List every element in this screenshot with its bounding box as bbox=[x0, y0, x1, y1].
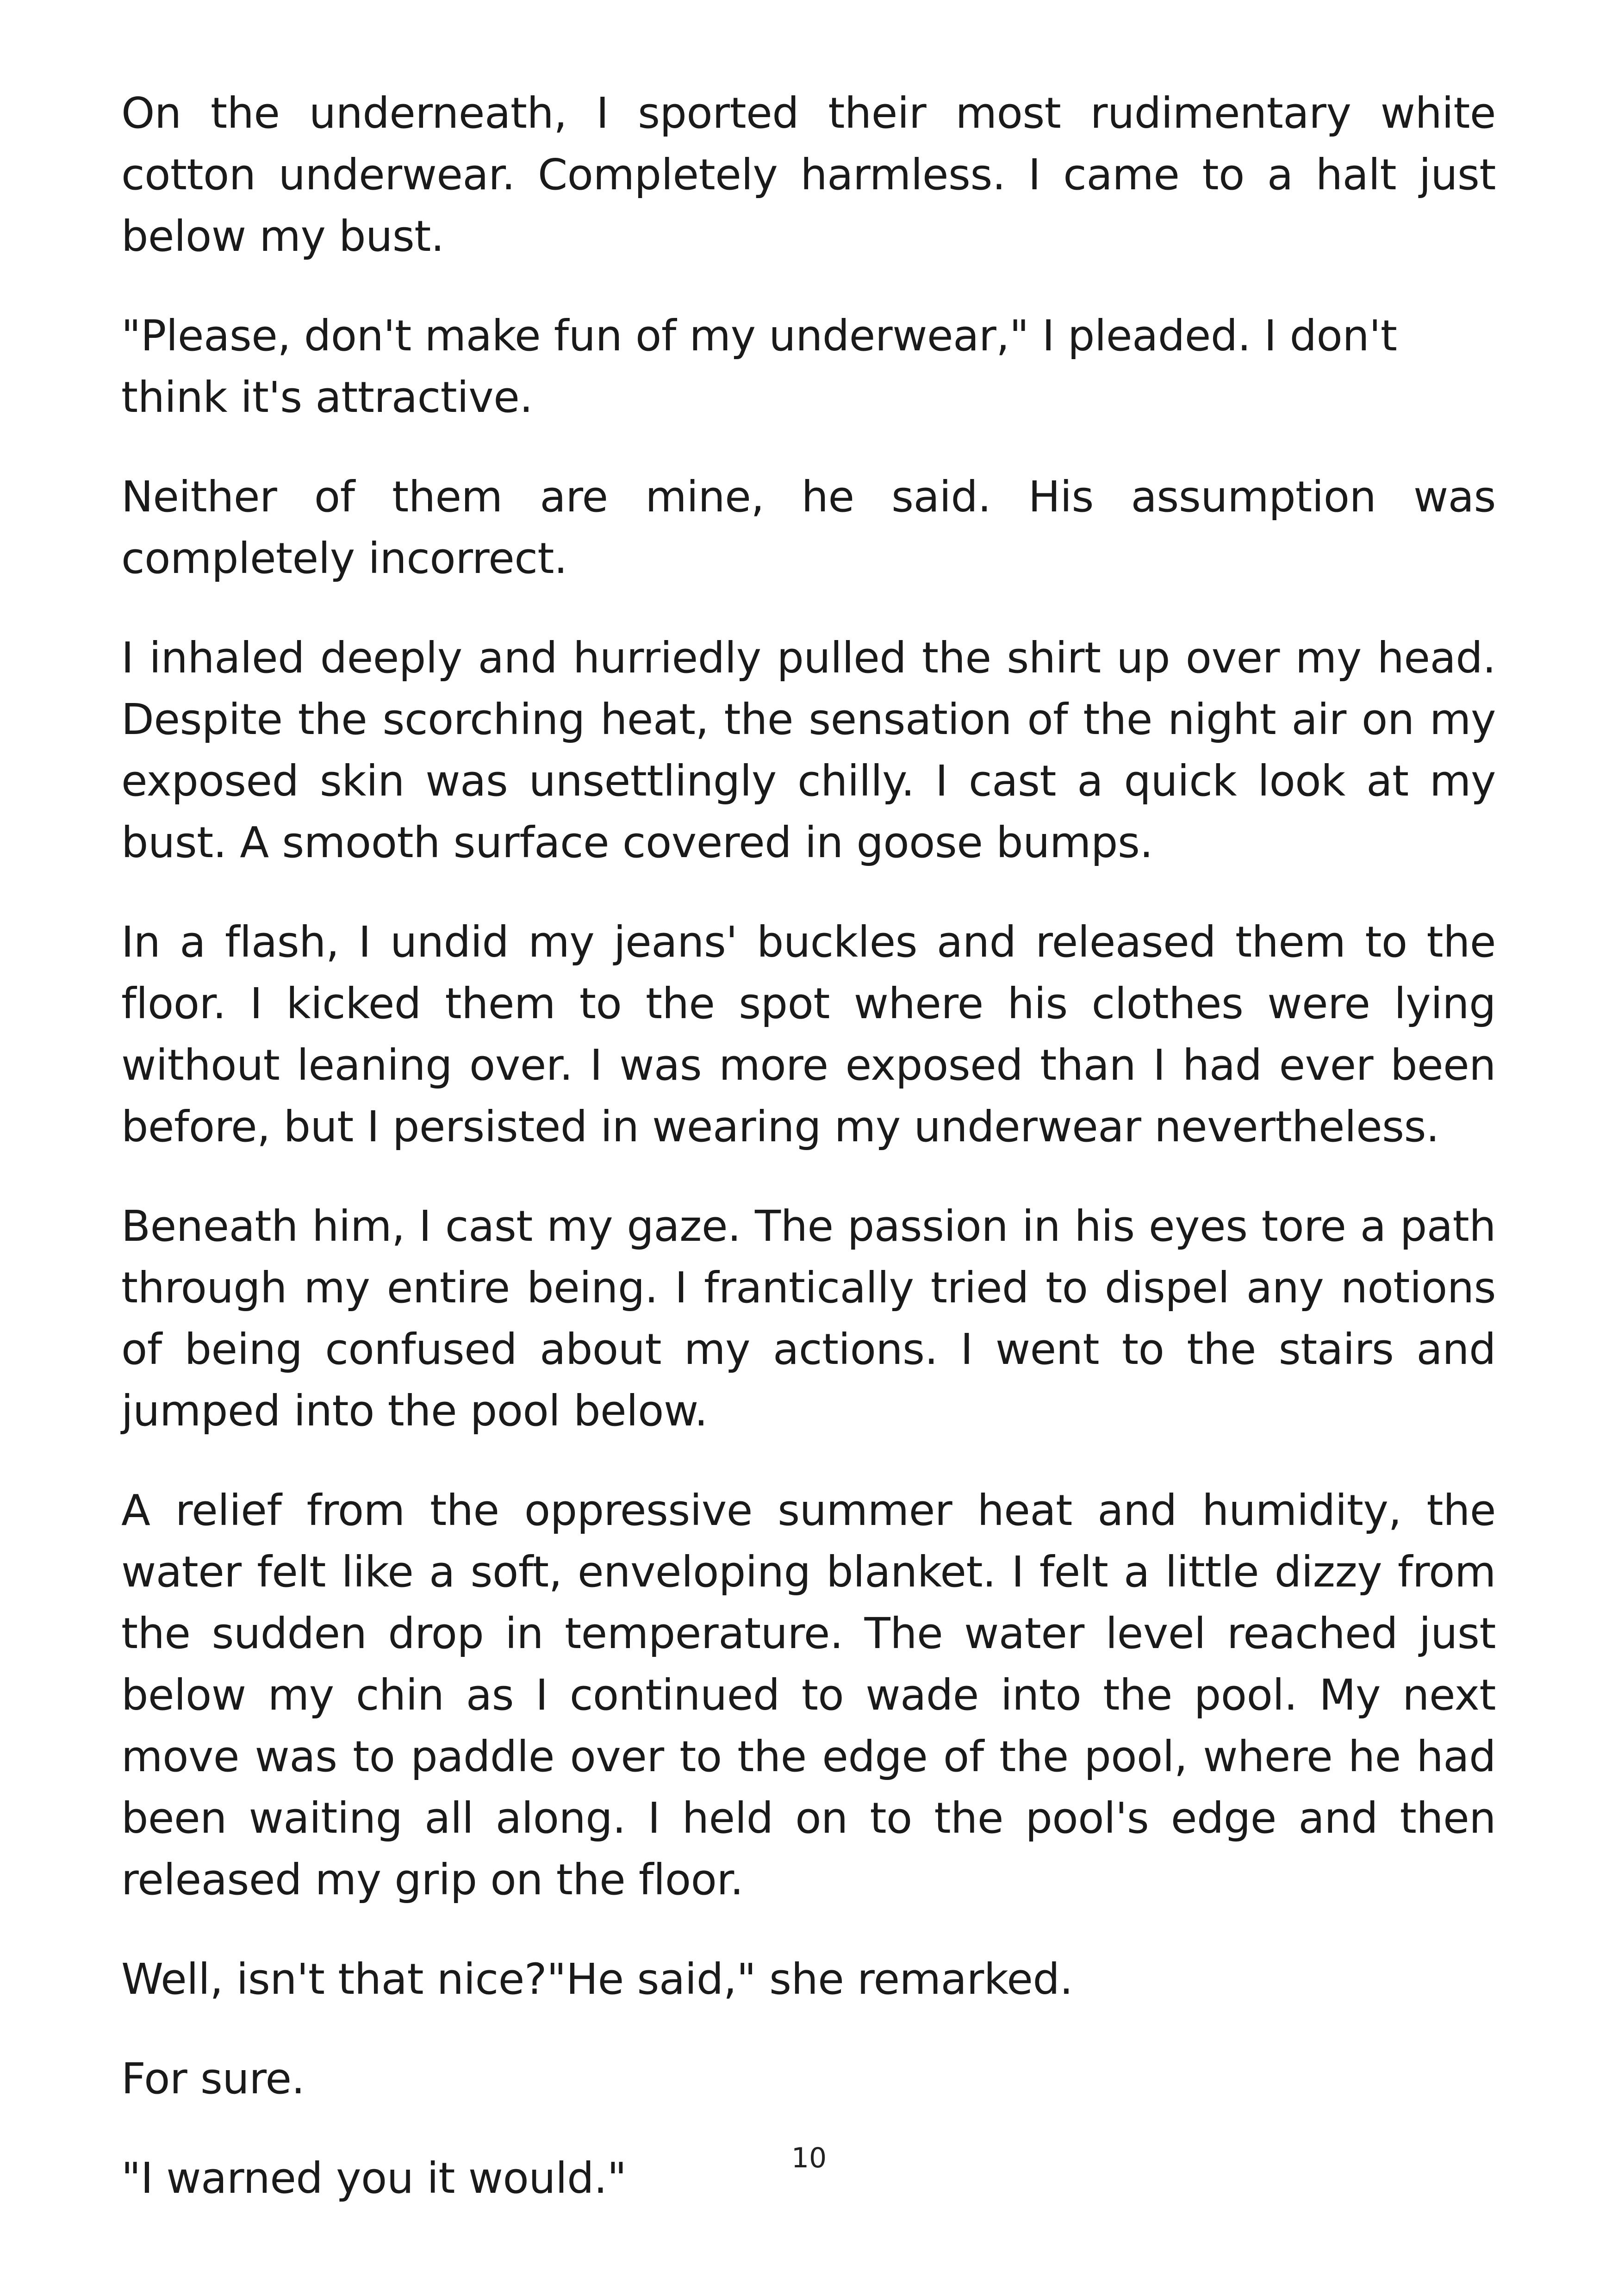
paragraph: "Please, don't make fun of my underwear," I pleaded. I don't think it's attractive. bbox=[121, 311, 1397, 422]
paragraph: On the underneath, I sported their most rudimentary white cotton underwear. Completely harmless. I came to a halt just below my bust. bbox=[121, 88, 1496, 261]
body-text bbox=[121, 82, 1496, 2247]
paragraph: A relief from the oppressive summer heat and humidity, the water felt like a soft, enveloping blanket. I felt a little dizzy from the sudden drop in temperature. The water level reached just below my chin as I continued to wade into the pool. My next move was to paddle over to the edge of the pool, where he had been waiting all along. I held on to the pool's edge and then released my grip on the floor. bbox=[121, 1486, 1496, 1904]
paragraph: Neither of them are mine, he said. His assumption was completely incorrect. bbox=[121, 472, 1496, 583]
paragraph: Beneath him, I cast my gaze. The passion in his eyes tore a path through my entire being. I frantically tried to dispel any notions of being confused about my actions. I went to the stairs and jumped into the pool below. bbox=[121, 1201, 1496, 1436]
paragraph: "I warned you it would." bbox=[121, 2153, 627, 2203]
paragraph: For sure. bbox=[121, 2054, 305, 2103]
paragraph: I inhaled deeply and hurriedly pulled the shirt up over my head. Despite the scorching heat, the sensation of the night air on my exposed skin was unsettlingly chilly. I cast a quick look at my bust. A smooth surface covered in goose bumps. bbox=[121, 633, 1496, 867]
page-number: 10 bbox=[791, 2142, 827, 2174]
paragraph: In a flash, I undid my jeans' buckles and released them to the floor. I kicked them to the spot where his clothes were lying without leaning over. I was more exposed than I had ever been before, but I persisted in wearing my underwear nevertheless. bbox=[121, 917, 1496, 1151]
paragraph: Well, isn't that nice?"He said," she remarked. bbox=[121, 1954, 1073, 2004]
